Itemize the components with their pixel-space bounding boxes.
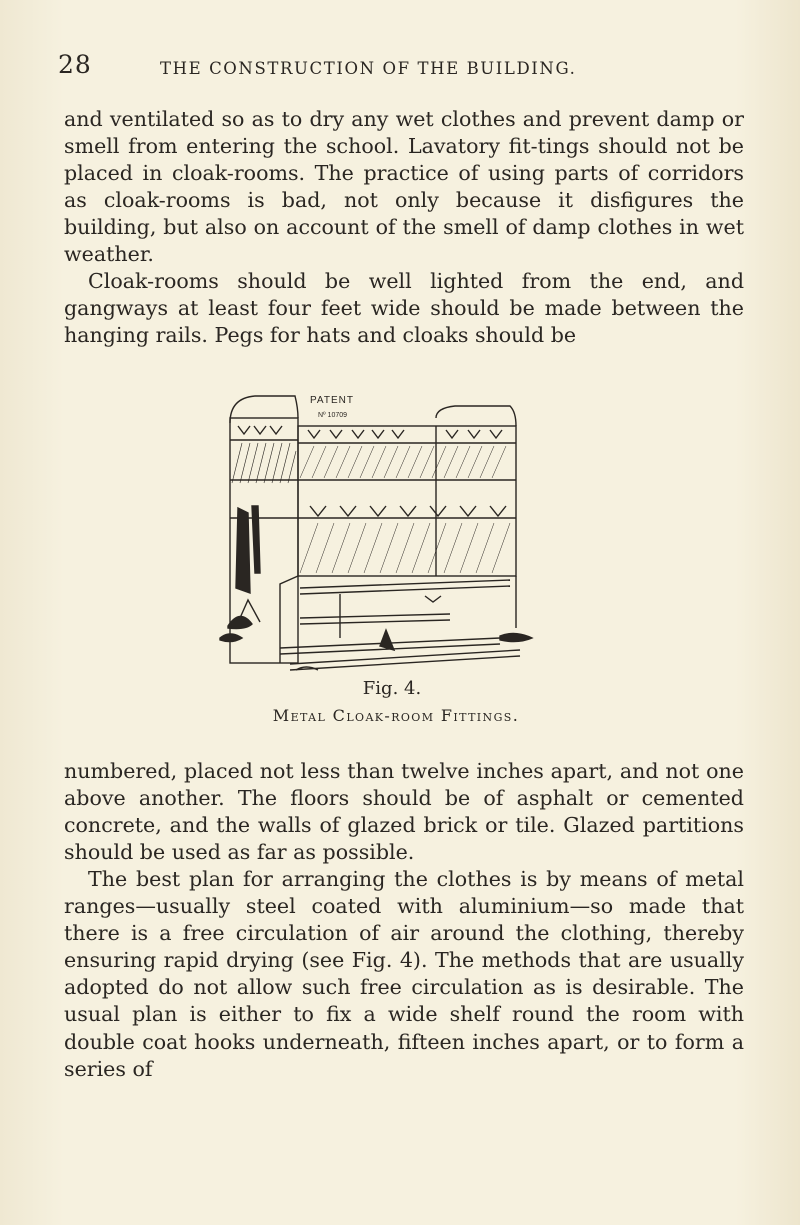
paragraph-metal-ranges: The best plan for arranging the clothes is by means of metal ranges—usually steel coated with aluminium—so made that there is a free circulation of air around the clothing, thereby ensuring rapid drying (see Fig. 4). The methods that are usually adopted do not allow such free circulation as is desirable. The usual plan is either to fix a wide shelf round the room with double coat hooks underneath, fifteen inches apart, or to form a series of bbox=[64, 867, 744, 1081]
running-head: THE CONSTRUCTION OF THE BUILDING. bbox=[160, 59, 577, 78]
left-hanging-unit bbox=[228, 396, 298, 663]
paragraph-ventilation: and ventilated so as to dry any wet clothes and prevent damp or smell from entering the school. Lavatory fit-tings should not be placed in cloak-rooms. The practice of using parts of corridors as cloak-rooms is bad, not only because it disfigures the building, but also on account of the smell of damp clothes in wet weather. bbox=[64, 107, 744, 267]
cloak-room-fittings-illustration bbox=[200, 388, 560, 688]
lower-rails bbox=[220, 576, 532, 670]
page-number: 28 bbox=[58, 50, 92, 79]
paragraph-lighting: Cloak-rooms should be well lighted from the end, and gangways at least four feet wide should be made between the hanging rails. Pegs for hats and cloaks should be bbox=[64, 269, 744, 348]
figure-number: Fig. 4. bbox=[362, 678, 422, 699]
paragraph-pegs-floors: numbered, placed not less than twelve inches apart, and not one above another. The floors should be of asphalt or cemented concrete, and the walls of glazed brick or tile. Glazed partitions should be used as far as possible. bbox=[64, 759, 744, 865]
patent-number: Nº 10709 bbox=[318, 412, 348, 419]
middle-hanging-unit bbox=[298, 406, 516, 576]
patent-label: PATENT bbox=[310, 395, 354, 406]
figure-caption: Metal Cloak-room Fittings. bbox=[272, 706, 520, 725]
page-header bbox=[58, 50, 748, 86]
